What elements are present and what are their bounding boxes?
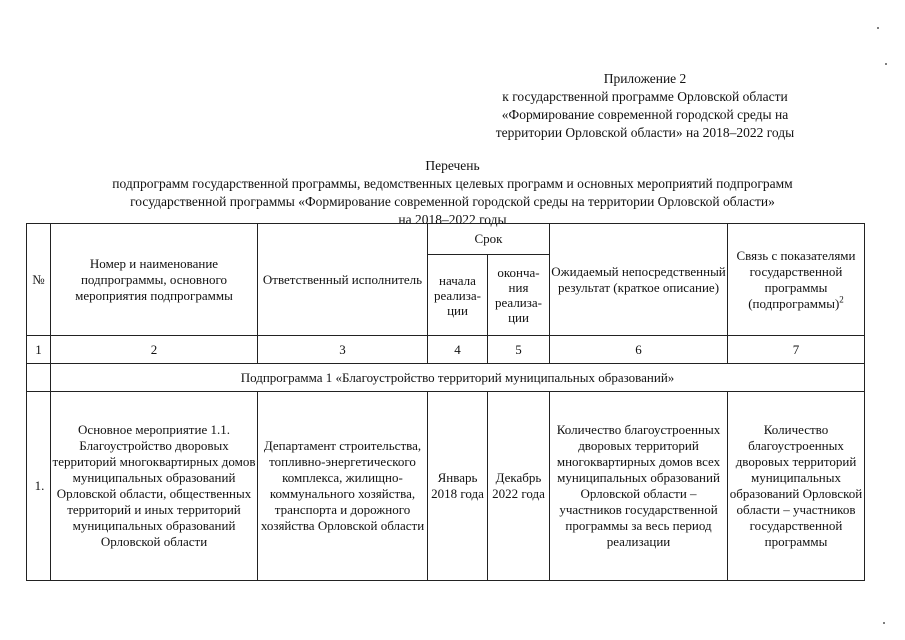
header-no: № — [27, 224, 51, 336]
program-table — [26, 223, 865, 581]
appendix-header — [440, 70, 850, 142]
scan-speck — [877, 27, 879, 29]
header-end-line: реализа- — [495, 295, 542, 310]
header-end-line: ции — [508, 310, 529, 325]
row-executor: Департамент строительства, топливно-энергетического комплекса, жилищно-коммунального хозяйства, транспорта и дорожного хозяйства Орловской области — [258, 392, 428, 581]
header-start-line: ции — [447, 302, 468, 318]
row-start: Январь 2018 года — [428, 392, 488, 581]
title-line: на 2018–2022 годы — [398, 212, 507, 227]
column-number: 3 — [258, 336, 428, 364]
appendix-line: Приложение 2 — [603, 71, 687, 86]
row-no: 1. — [27, 392, 51, 581]
scan-speck — [883, 622, 885, 624]
column-number: 5 — [488, 336, 550, 364]
header-end — [488, 255, 550, 336]
title-line: государственной программы «Формирование современной городской среды на территории Орловской области» — [130, 194, 775, 209]
footnote-mark: 2 — [839, 294, 844, 305]
row-name: Основное мероприятие 1.1. Благоустройство дворовых территорий многоквартирных домов муниципальных образований Орловской области, общественных территорий и иных территорий муниципальных образований Орловской области — [51, 392, 258, 581]
title-line: подпрограмм государственной программы, ведомственных целевых программ и основных мероприятий подпрограмм — [112, 176, 793, 191]
column-number: 7 — [728, 336, 865, 364]
scan-speck — [885, 63, 887, 65]
column-number: 2 — [51, 336, 258, 364]
header-row — [27, 224, 865, 255]
header-term: Срок — [428, 224, 550, 255]
header-start-line: начала — [439, 272, 476, 288]
row-result: Количество благоустроенных дворовых территорий многоквартирных домов всех муниципальных образований Орловской области – участников государственной программы за весь период реализации — [550, 392, 728, 581]
header-end-line: ния — [508, 280, 529, 295]
header-name: Номер и наименование подпрограммы, основного мероприятия подпрограммы — [51, 224, 258, 336]
column-number-row — [27, 336, 865, 364]
column-number: 6 — [550, 336, 728, 364]
column-number: 4 — [428, 336, 488, 364]
header-link — [728, 224, 865, 336]
appendix-line: к государственной программе Орловской области — [502, 89, 788, 104]
appendix-line: территории Орловской области» на 2018–2022 годы — [495, 125, 795, 140]
title-line: Перечень — [425, 158, 480, 173]
row-end: Декабрь 2022 года — [488, 392, 550, 581]
header-link-text: Связь с показателями государственной программы (подпрограммы) — [736, 247, 856, 311]
header-start-line: реализа- — [434, 287, 481, 303]
header-result: Ожидаемый непосредственный результат (краткое описание) — [550, 224, 728, 336]
row-link: Количество благоустроенных дворовых территорий муниципальных образований Орловской области – участников государственной программы — [728, 392, 865, 581]
table-row — [27, 392, 865, 581]
header-executor: Ответственный исполнитель — [258, 224, 428, 336]
subprogram-row — [27, 364, 865, 392]
subprogram-no-cell — [27, 364, 51, 392]
column-number: 1 — [27, 336, 51, 364]
document-title — [0, 157, 905, 229]
appendix-line: «Формирование современной городской среды на — [501, 107, 789, 122]
header-end-line: оконча- — [497, 265, 540, 280]
subprogram-title: Подпрограмма 1 «Благоустройство территорий муниципальных образований» — [51, 364, 865, 392]
header-start — [428, 255, 488, 336]
